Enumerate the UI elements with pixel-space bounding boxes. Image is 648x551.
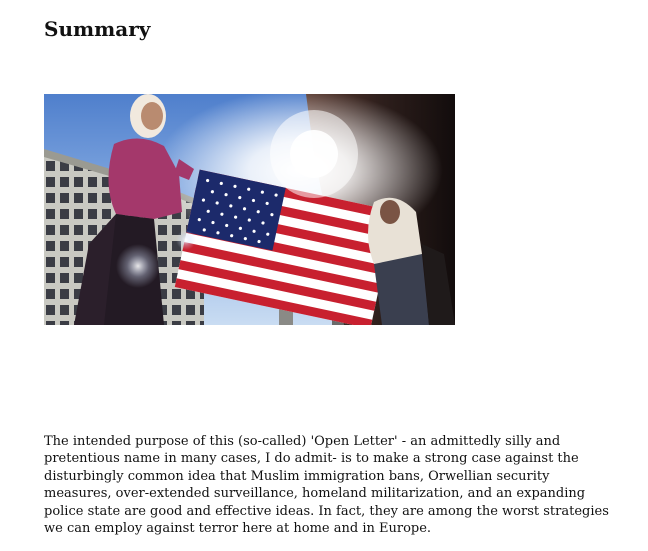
section-heading: Summary — [44, 17, 151, 41]
article-photo — [44, 94, 455, 325]
summary-paragraph: The intended purpose of this (so-called) 'Open Letter' - an admittedly silly and pretentious name in many cases, I do admit- is to make a strong case against the disturbingly common idea that Muslim immigration bans, Orwellian security measures, over-extended surveillance, homeland militarization, and an expanding police state are good and effective ideas. In fact, they are among the worst strategies we can employ against terror here at home and in Europe. — [44, 434, 609, 537]
